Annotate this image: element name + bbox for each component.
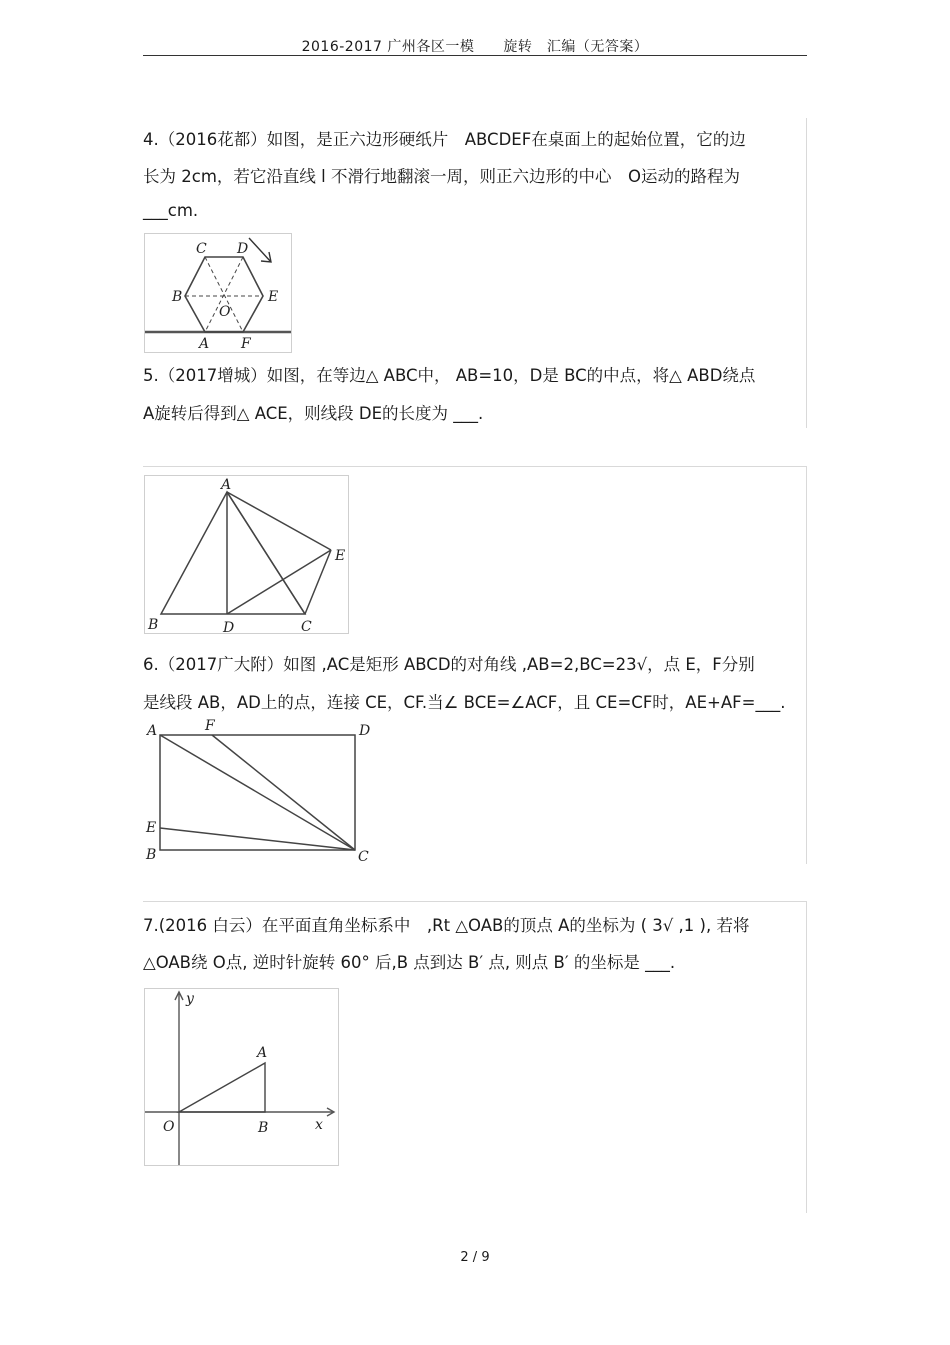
axis-label-x: x — [315, 1117, 323, 1133]
triangle-figure — [144, 475, 349, 634]
rect-label-f: F — [205, 718, 215, 734]
rectangle-figure — [144, 715, 374, 865]
rect-label-d: D — [359, 723, 371, 739]
question-5-line-1: 5.（2017增城）如图，在等边△ ABC中， AB=10，D是 BC的中点，将△ ABD绕点 — [143, 366, 756, 385]
segment-de — [227, 550, 331, 614]
segment-ce — [160, 828, 355, 850]
rect-label-c: C — [358, 849, 369, 864]
hexagon-figure — [144, 233, 292, 353]
question-4-line-1: 4.（2016花都）如图，是正六边形硬纸片 ABCDEF在桌面上的起始位置，它的边 — [143, 130, 746, 149]
question-4-block — [143, 118, 807, 428]
question-7-block — [143, 901, 807, 1213]
tri-label-e: E — [335, 548, 346, 564]
header-rule — [143, 55, 807, 56]
segment-ae — [227, 492, 331, 550]
question-4-line-3: ___cm. — [143, 201, 199, 220]
coord-label-a: A — [257, 1045, 268, 1061]
hex-label-f: F — [241, 336, 251, 352]
question-7-line-1: 7.(2016 白云）在平面直角坐标系中 ,Rt △OAB的顶点 A的坐标为 ( 3√ ,1 ), 若将 — [143, 916, 750, 935]
question-7-line-2: △OAB绕 O点, 逆时针旋转 60° 后,B 点到达 B′ 点, 则点 B′ 的坐标是 ___. — [143, 953, 676, 972]
question-6-line-2: 是线段 AB，AD上的点，连接 CE，CF.当∠ BCE=∠ACF，且 CE=CF时，AE+AF=___. — [143, 693, 786, 712]
coord-label-b: B — [258, 1120, 269, 1136]
segment-cf — [212, 735, 355, 850]
question-6-block — [143, 466, 807, 864]
hex-label-b: B — [172, 289, 183, 305]
triangle-oab — [179, 1063, 265, 1112]
coord-label-o: O — [163, 1119, 175, 1135]
hex-label-c: C — [196, 241, 207, 257]
rect-label-b: B — [146, 847, 157, 863]
hex-label-d: D — [237, 241, 249, 257]
tri-label-b: B — [148, 617, 159, 633]
coordinate-figure — [144, 988, 339, 1166]
page-number: 2 / 9 — [460, 1250, 490, 1265]
hex-label-a: A — [199, 336, 210, 352]
question-5-line-2: A旋转后得到△ ACE，则线段 DE的长度为 ___. — [143, 404, 484, 423]
segment-ce — [305, 550, 331, 614]
axis-label-y: y — [186, 991, 194, 1007]
rect-label-a: A — [147, 723, 158, 739]
page-header: 2016-2017 广州各区一模 旋转 汇编（无答案） — [301, 39, 649, 55]
diagonal-ac — [160, 735, 355, 850]
hex-label-e: E — [268, 289, 279, 305]
question-6-line-1: 6.（2017广大附）如图 ,AC是矩形 ABCD的对角线 ,AB=2,BC=23√，点 E，F分别 — [143, 655, 755, 674]
tri-label-a: A — [221, 477, 232, 493]
rect-label-e: E — [146, 820, 157, 836]
question-4-line-2: 长为 2cm，若它沿直线 l 不滑行地翻滚一周，则正六边形的中心 O运动的路程为 — [143, 167, 740, 186]
hex-label-o: O — [219, 304, 231, 320]
tri-label-c: C — [301, 619, 312, 633]
triangle-abc — [161, 492, 305, 614]
tri-label-d: D — [223, 620, 235, 633]
